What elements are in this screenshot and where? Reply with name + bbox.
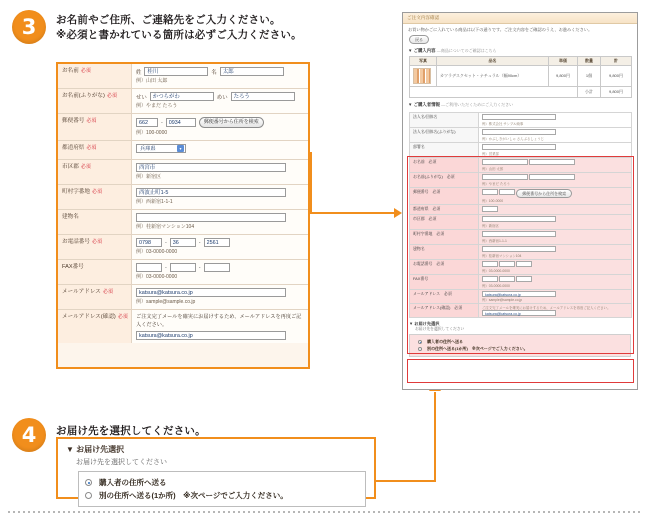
pf-val [479, 290, 632, 304]
pf-input-mei-kana[interactable] [529, 174, 575, 180]
preview-delivery-sub: お届け先を選択してください [415, 327, 465, 331]
table-row [410, 143, 632, 158]
pf-key: お名前 必須 [410, 158, 479, 173]
form-row-fax [58, 260, 308, 285]
pf-key: 市区郡 必須 [410, 215, 479, 230]
required-badge: 必須 [80, 68, 91, 74]
pf-input-fax2[interactable] [499, 276, 515, 282]
pf-hint: 例）03-0000-0000 [482, 269, 510, 273]
table-row [410, 245, 632, 260]
radio-icon-preview-buyer[interactable] [418, 340, 422, 344]
order-confirm-page-preview [402, 12, 638, 390]
pf-input-sei[interactable] [482, 159, 528, 165]
preview-delivery-section [409, 321, 631, 357]
th-qty: 数量 [578, 57, 601, 66]
form-row-email [58, 285, 308, 310]
pf-hint: 例）かぶしきがいしゃ さんぷるしょうじ [482, 137, 544, 141]
fax-dash-1: - [165, 264, 167, 271]
required-badge: 必須 [91, 239, 102, 245]
pf-hint: 例）営業部 [482, 152, 499, 156]
table-row [410, 290, 632, 304]
table-row [410, 113, 632, 128]
preview-back-button[interactable]: 戻る [409, 35, 429, 44]
shipping-options [78, 471, 366, 507]
table-row [410, 158, 632, 173]
zip-search-button[interactable]: 郵便番号から住所を検索 [199, 117, 264, 128]
form-label-tel: お電話番号 必須 [58, 235, 132, 259]
form-row-city [58, 160, 308, 185]
pf-input-street[interactable] [482, 231, 556, 237]
pf-key: 法人名/団体名 [410, 113, 479, 128]
shipping-option-other-label: 別の住所へ送る(1か所) ※次ページでご入力ください。 [99, 491, 288, 500]
pf-hint: 例）sample@sample.co.jp [482, 298, 523, 302]
table-row [410, 188, 632, 205]
pf-key: FAX番号 [410, 275, 479, 290]
email-confirm-note: ご注文完了メールを確実にお届けするため、メールアドレスを再度ご記入ください。 [136, 314, 302, 328]
pf-val [479, 304, 632, 318]
required-badge: 必須 [91, 189, 102, 195]
preview-delivery-other-label: 別の住所へ送る(1か所) ※次ページでご入力ください。 [427, 346, 528, 351]
required-badge: 必須 [102, 289, 113, 295]
form-label-prefecture: 都道府県 必須 [58, 141, 132, 159]
street-input[interactable]: 西波止町1-5 [136, 188, 286, 197]
cart-thumbnail-cell [410, 66, 437, 87]
table-header-row [410, 57, 632, 66]
preview-buyer-section-note: ―ご利用いただくためにご入力ください [441, 102, 514, 107]
pf-hint: 例）新宿区 [482, 224, 499, 228]
fax-input-3[interactable] [204, 263, 230, 272]
pf-val [479, 188, 632, 205]
step-badge-4: 4 [12, 418, 46, 452]
city-hint: 例）新宿区 [136, 174, 162, 180]
pf-input[interactable] [482, 144, 556, 150]
pf-input-building[interactable] [482, 246, 556, 252]
tel-dash-1: - [165, 239, 167, 246]
shipping-select-panel [56, 437, 376, 499]
table-row [410, 275, 632, 290]
form-label-name: お名前 必須 [58, 64, 132, 88]
name-hint: 例）山田 太郎 [136, 78, 168, 84]
pf-val [479, 113, 632, 128]
form-row-email-confirm [58, 310, 308, 343]
pf-val [479, 230, 632, 245]
pf-val [479, 205, 632, 215]
radio-icon-other[interactable] [85, 492, 92, 499]
required-badge: 必須 [80, 164, 91, 170]
zip-dash: - [161, 119, 163, 126]
radio-icon-preview-other[interactable] [418, 347, 422, 351]
fax-dash-2: - [198, 264, 201, 271]
product-thumbnail-icon [413, 68, 431, 84]
mei-kana-input[interactable]: たろう [231, 92, 295, 101]
shipping-option-buyer[interactable] [85, 477, 359, 488]
required-badge: 必須 [117, 314, 128, 320]
fax-input-2[interactable] [170, 263, 196, 272]
preview-cart-section-title: ▼ ご購入内容 ―商品についてのご確認はこちら [408, 48, 497, 53]
prefecture-select-value: 兵庫県 [140, 146, 156, 152]
pf-input-fax3[interactable] [516, 276, 532, 282]
mei-input[interactable]: 太郎 [220, 67, 284, 76]
table-row [410, 260, 632, 275]
form-row-name [58, 64, 308, 89]
pf-key: お名前(ふりがな) 必須 [410, 173, 479, 188]
preview-page-caption: ご注文内容確認 [403, 13, 637, 24]
preview-delivery-title: ▼ お届け先選択 [409, 321, 440, 326]
tel-dash-2: - [198, 239, 201, 246]
cart-subtotal-value: 9,800円 [601, 87, 632, 98]
form-label-city: 市区郡 必須 [58, 160, 132, 184]
pf-zip-search-button[interactable]: 郵便番号から住所を検索 [516, 189, 572, 198]
prefecture-select[interactable] [136, 144, 186, 153]
step-badge-3: 3 [12, 10, 46, 44]
table-row [410, 304, 632, 318]
table-row [410, 128, 632, 143]
pf-select-pref[interactable] [482, 206, 498, 212]
step-3-caption-line2: ※必須と書かれている箇所は必ずご入力ください。 [56, 29, 302, 41]
shipping-option-buyer-label: 購入者の住所へ送る [99, 478, 167, 487]
preview-cart-table [409, 56, 632, 98]
pf-hint: 例）西新宿1-1-1 [482, 239, 507, 243]
name-kana-hint: 例）やまだ たろう [136, 103, 178, 109]
sei-input[interactable]: 桂川 [144, 67, 208, 76]
zip-hint: 例）100-0000 [136, 130, 168, 136]
zip-input-2[interactable]: 0934 [166, 118, 196, 127]
connector-line-step4-v [434, 392, 436, 482]
form-label-name-kana: お名前(ふりがな) 必須 [58, 89, 132, 113]
form-row-name-kana [58, 89, 308, 114]
pf-input-fax1[interactable] [482, 276, 498, 282]
pf-val [479, 143, 632, 158]
form-label-zip: 郵便番号 必須 [58, 114, 132, 140]
required-badge: 必須 [86, 118, 97, 124]
pf-key: メールアドレス(確認) 必須 [410, 304, 479, 318]
pf-input-zip1[interactable] [482, 189, 498, 195]
pf-key: 建物名 [410, 245, 479, 260]
pf-key: お電話番号 必須 [410, 260, 479, 275]
preview-delivery-option-other[interactable] [418, 346, 622, 352]
form-row-prefecture [58, 141, 308, 160]
pf-input-email-confirm[interactable]: katsura@katsura.co.jp [482, 310, 556, 316]
pf-hint: ご注文完了メールを確実にお届けするため、メールアドレスを再度ご記入ください。 [482, 306, 611, 310]
building-input[interactable] [136, 213, 286, 222]
form-row-street [58, 185, 308, 210]
pf-val [479, 245, 632, 260]
mei-kana-label: めい [216, 94, 228, 101]
pf-key: メールアドレス 必須 [410, 290, 479, 304]
fax-input-1[interactable] [136, 263, 162, 272]
step-3-caption [56, 13, 302, 43]
pf-input-tel2[interactable] [499, 261, 515, 267]
step-3-caption-line1: お名前やご住所、ご連絡先をご入力ください。 [56, 14, 281, 26]
table-row [410, 173, 632, 188]
connector-arrow-step3 [394, 208, 402, 218]
connector-line-step4-h [376, 480, 436, 482]
preview-lead-text: お買い物かごに入れている商品は以下の通りです。ご注文内容をご確認のうえ、お進みください。 [408, 27, 593, 32]
form-row-tel [58, 235, 308, 260]
pf-input-mei[interactable] [529, 159, 575, 165]
th-photo: 写真 [410, 57, 437, 66]
pf-val [479, 215, 632, 230]
pf-val [479, 260, 632, 275]
required-badge: 必須 [86, 145, 97, 151]
sei-kana-label: せい [136, 94, 147, 101]
preview-delivery-option-buyer[interactable] [418, 339, 622, 345]
sei-kana-input[interactable]: かつらがわ [150, 92, 214, 101]
pf-input-city[interactable] [482, 216, 556, 222]
pf-key: 部署名 [410, 143, 479, 158]
pf-hint: 例）桂新宿マンション104 [482, 254, 522, 258]
pf-val [479, 173, 632, 188]
pf-input[interactable] [482, 114, 556, 120]
th-price: 単価 [549, 57, 578, 66]
pf-input[interactable] [482, 129, 556, 135]
pf-hint: 例）03-0000-0000 [482, 284, 510, 288]
street-hint: 例）西新宿1-1-1 [136, 199, 173, 205]
footer-divider [8, 511, 642, 513]
form-label-fax: FAX番号 [58, 260, 132, 284]
preview-buyer-section-title: ▼ ご購入者情報 ―ご利用いただくためにご入力ください [408, 102, 514, 107]
mei-label: 名 [211, 69, 217, 76]
tel-input-3[interactable]: 2561 [204, 238, 230, 247]
shipping-option-other[interactable] [85, 490, 359, 501]
city-input[interactable]: 西宮市 [136, 163, 286, 172]
form-row-building [58, 210, 308, 235]
zip-input-1[interactable]: 662 [136, 118, 158, 127]
sei-label: 姓 [136, 69, 142, 76]
connector-line-step3 [310, 212, 395, 214]
pf-input-tel3[interactable] [516, 261, 532, 267]
th-item: 品名 [437, 57, 549, 66]
pf-key: 郵便番号 必須 [410, 188, 479, 205]
shipping-subtitle: お届け先を選択してください [76, 459, 167, 466]
shipping-title: ▼ お届け先選択 [66, 445, 125, 454]
buyer-form-panel [56, 62, 310, 369]
pf-hint: 例）やまだ たろう [482, 182, 511, 186]
pf-input-sei-kana[interactable] [482, 174, 528, 180]
pf-val [479, 128, 632, 143]
pf-input-zip2[interactable] [499, 189, 515, 195]
cart-subtotal-label: 小計 [578, 87, 601, 98]
pf-key: 町村字番地 必須 [410, 230, 479, 245]
cart-total-spacer [410, 87, 578, 98]
th-total: 計 [601, 57, 632, 66]
form-label-building: 建物名 [58, 210, 132, 234]
pf-key: 法人名/団体名(ふりがな) [410, 128, 479, 143]
table-row [410, 215, 632, 230]
form-label-email: メールアドレス 必須 [58, 285, 132, 309]
fax-hint: 例）03-0000-0000 [136, 274, 178, 280]
tel-input-1[interactable]: 0798 [136, 238, 162, 247]
form-label-email-confirm: メールアドレス(確認) 必須 [58, 310, 132, 343]
pf-val [479, 275, 632, 290]
radio-icon-buyer[interactable] [85, 479, 92, 486]
preview-buyer-form-table [409, 112, 632, 318]
tel-input-2[interactable]: 36 [170, 238, 196, 247]
cart-item-price: 9,800円 [549, 66, 578, 87]
cart-item-total: 9,800円 [601, 66, 632, 87]
preview-delivery-options [409, 334, 631, 357]
preview-delivery-buyer-label: 購入者の住所へ送る [427, 339, 463, 344]
pf-hint: 例）株式会社 サンプル商事 [482, 122, 524, 126]
email-input[interactable]: katsura@katsura.co.jp [136, 288, 286, 297]
tel-hint: 例）03-0000-0000 [136, 249, 178, 255]
connector-stub-step3 [310, 152, 312, 214]
building-hint: 例）桂新宿マンション104 [136, 224, 195, 230]
preview-cart-section-note: ―商品についてのご確認はこちら [436, 48, 497, 53]
chevron-down-icon: ▾ [177, 145, 184, 152]
required-badge: 必須 [106, 93, 117, 99]
table-row [410, 205, 632, 215]
table-row [410, 230, 632, 245]
table-totals-row [410, 87, 632, 98]
step-4-caption-line1: お届け先を選択してください。 [56, 425, 206, 437]
email-hint: 例）sample@sample.co.jp [136, 299, 196, 305]
pf-hint: 例）100-0000 [482, 199, 504, 203]
pf-val [479, 158, 632, 173]
pf-input-tel1[interactable] [482, 261, 498, 267]
cart-item-qty: 1個 [578, 66, 601, 87]
table-row [410, 66, 632, 87]
pf-key: 都道府県 必須 [410, 205, 479, 215]
email-confirm-input[interactable]: katsura@katsura.co.jp [136, 331, 286, 340]
form-row-zip [58, 114, 308, 141]
pf-hint: 例）山田 太郎 [482, 167, 504, 171]
cart-item-name: カツラデスクセット・ナチュラル（幅90cm） [437, 66, 549, 87]
pf-input-email[interactable]: katsura@katsura.co.jp [482, 291, 556, 297]
form-label-street: 町村字番地 必須 [58, 185, 132, 209]
